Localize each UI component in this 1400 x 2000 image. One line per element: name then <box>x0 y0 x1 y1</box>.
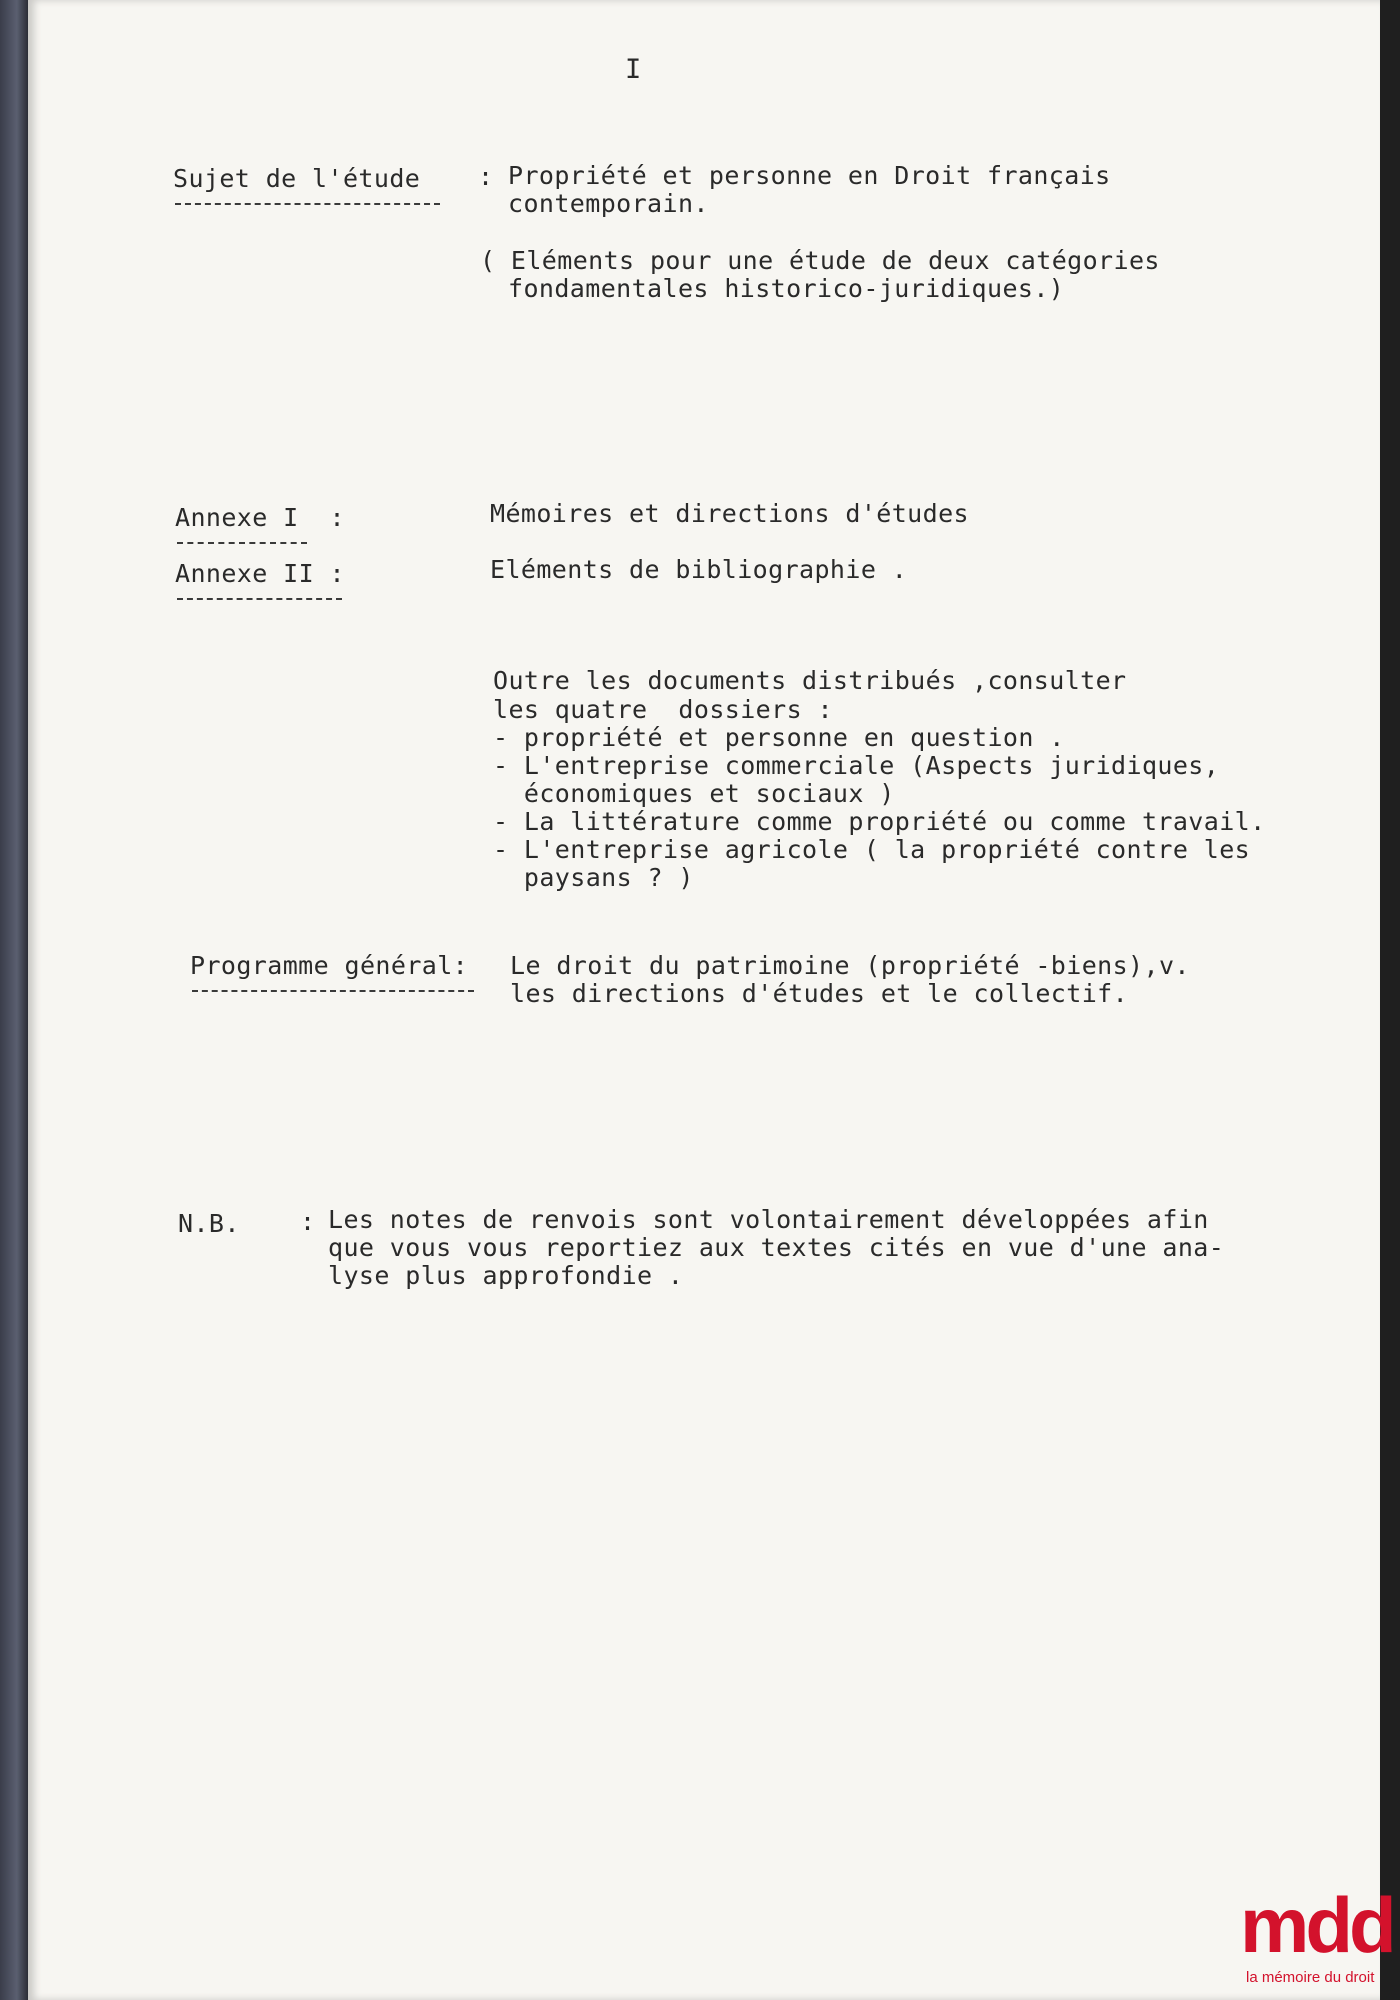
subject-separator: : <box>478 162 494 191</box>
annex-1-label: Annexe I : <box>175 503 345 532</box>
page-number: I <box>625 54 642 85</box>
dossier-item-1: - propriété et personne en question . <box>493 723 1065 752</box>
subject-note-line-1: ( Eléments pour une étude de deux catégories <box>480 246 1160 275</box>
mdd-logo <box>1240 1881 1393 1995</box>
subject-note-line-2: fondamentales historico-juridiques.) <box>508 274 1065 303</box>
annex-1-text: Mémoires et directions d'études <box>490 499 969 528</box>
nb-label: N.B. <box>178 1209 240 1238</box>
binding-spine <box>0 0 28 2000</box>
subject-label: Sujet de l'étude <box>173 164 421 193</box>
logo-mark: mdd <box>1240 1881 1393 1969</box>
annex-2-underline <box>177 598 342 600</box>
nb-line-3: lyse plus approfondie . <box>328 1261 684 1290</box>
dossiers-intro-line-1: Outre les documents distribués ,consulter <box>493 666 1127 695</box>
dossier-item-3: - La littérature comme propriété ou comme travail. <box>493 807 1266 836</box>
page-edge <box>1380 0 1400 2000</box>
subject-line-2: contemporain. <box>508 189 709 218</box>
nb-line-2: que vous vous reportiez aux textes cités en vue d'une ana- <box>328 1233 1225 1262</box>
logo-tagline: la mémoire du droit <box>1246 1969 1375 1986</box>
annex-1-underline <box>177 542 307 544</box>
annex-2-label: Annexe II : <box>175 559 345 588</box>
dossier-item-2-cont: économiques et sociaux ) <box>493 779 895 808</box>
dossier-item-4-cont: paysans ? ) <box>493 863 694 892</box>
subject-label-underline <box>175 203 440 205</box>
programme-line-1: Le droit du patrimoine (propriété -biens),v. <box>510 951 1190 980</box>
subject-line-1: Propriété et personne en Droit français <box>508 161 1111 190</box>
programme-label: Programme général: <box>190 951 469 980</box>
nb-separator: : <box>300 1207 316 1236</box>
dossier-item-2: - L'entreprise commerciale (Aspects juridiques, <box>493 751 1220 780</box>
dossier-item-4: - L'entreprise agricole ( la propriété contre les <box>493 835 1251 864</box>
dossiers-intro-line-2: les quatre dossiers : <box>493 695 833 724</box>
programme-label-underline <box>192 990 474 992</box>
annex-2-text: Eléments de bibliographie . <box>490 555 908 584</box>
nb-line-1: Les notes de renvois sont volontairement développées afin <box>328 1205 1209 1234</box>
programme-line-2: les directions d'études et le collectif. <box>510 979 1129 1008</box>
